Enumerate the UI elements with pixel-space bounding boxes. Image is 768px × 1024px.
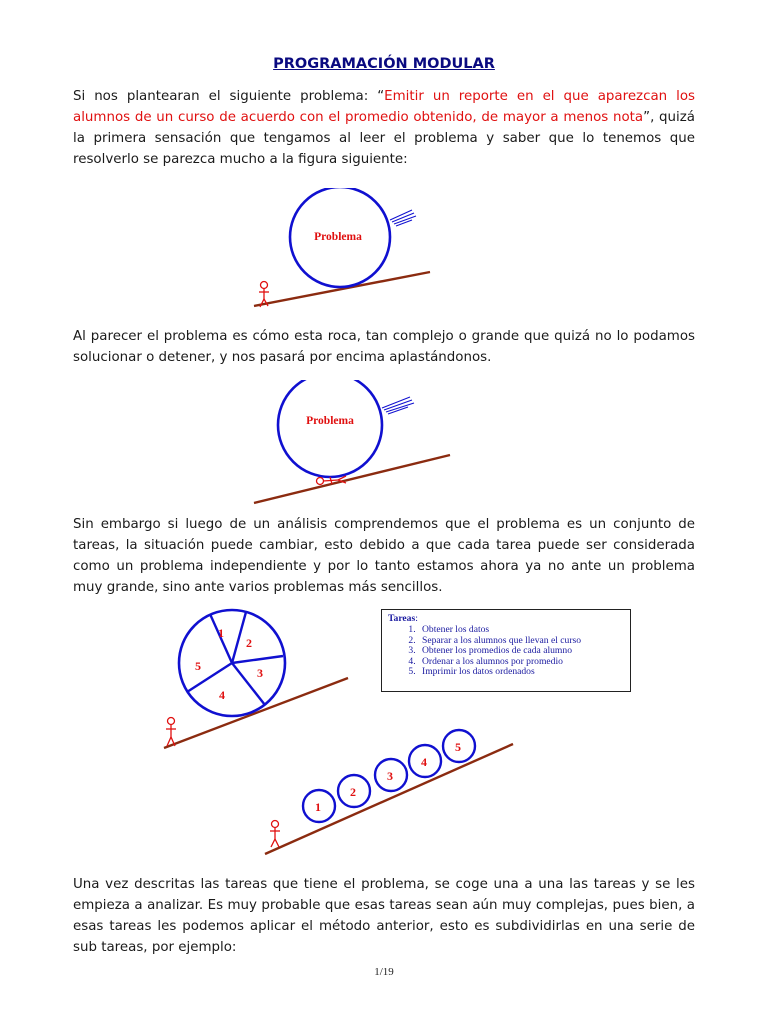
rock-label: Problema bbox=[306, 415, 354, 427]
circle-label: 4 bbox=[421, 755, 427, 769]
tareas-box: Tareas: 1. Obtener los datos 2. Separar a los alumnos que llevan el curso 3. Obtener los promedios de cada alumno 4. Ordenar a los alumnos por promedio 5. Imprimir los datos ordenados bbox=[381, 609, 631, 692]
tarea-item: 1. Obtener los datos bbox=[418, 625, 624, 636]
tarea-item: 4. Ordenar a los alumnos por promedio bbox=[418, 657, 624, 668]
motion-lines bbox=[390, 210, 416, 226]
stick-figure-3 bbox=[166, 718, 176, 747]
segment-label: 2 bbox=[246, 636, 252, 650]
circle-label: 1 bbox=[315, 800, 321, 814]
slope-line bbox=[254, 272, 430, 306]
paragraph-2: Al parecer el problema es cómo esta roca, tan complejo o grande que quizá no lo podamos solucionar o detener, y nos pasará por encima aplastándonos. bbox=[73, 329, 695, 365]
circle-label: 3 bbox=[387, 769, 393, 783]
paragraph-4: Una vez descritas las tareas que tiene el problema, se coge una a una las tareas y se les empieza a analizar. Es muy probable que esas tareas sean aún muy complejas, pues bien, a esas tareas les podemos aplicar el método anterior, esto es subdividirlas en una serie de sub tareas, por ejemplo: bbox=[73, 877, 695, 955]
page-number: 1/19 bbox=[374, 966, 394, 978]
segment-label: 1 bbox=[218, 626, 224, 640]
motion-lines bbox=[382, 397, 414, 414]
rock-label: Problema bbox=[314, 231, 362, 243]
page-title: PROGRAMACIÓN MODULAR bbox=[273, 56, 495, 72]
p1-lead: Si nos plantearan el siguiente problema: “ bbox=[73, 89, 385, 104]
circle-label: 2 bbox=[350, 785, 356, 799]
segment-label: 4 bbox=[219, 688, 225, 702]
tarea-item: 5. Imprimir los datos ordenados bbox=[418, 667, 624, 678]
p1-tail: ”, quizá la primera sensación que tengamos al leer el problema y saber que lo tenemos que resolverlo se parezca mucho a la figura siguiente: bbox=[73, 110, 695, 167]
circle-label: 5 bbox=[455, 740, 461, 754]
segment-label: 5 bbox=[195, 659, 201, 673]
problem-rock bbox=[278, 380, 382, 477]
tareas-heading: Tareas bbox=[388, 613, 416, 624]
stick-figure-4 bbox=[270, 821, 280, 848]
segment-label: 3 bbox=[257, 666, 263, 680]
paragraph-3: Sin embargo si luego de un análisis comprendemos que el problema es un conjunto de tareas, la situación puede cambiar, esto debido a que cada tarea puede ser considerada como un problema independiente y por lo tanto estamos ahora ya no ante un problema muy grande, sino ante varios problemas más sencillos. bbox=[73, 517, 695, 595]
p1-quote: Emitir un reporte en el que aparezcan los alumnos de un curso de acuerdo con el promedio obtenido, de mayor a menos nota bbox=[73, 89, 696, 125]
figure-task-circles bbox=[255, 728, 520, 863]
figure-rock-1 bbox=[240, 188, 440, 318]
tarea-item: 2. Separar a los alumnos que llevan el curso bbox=[418, 636, 624, 647]
slope-line bbox=[265, 744, 513, 854]
figure-rock-2 bbox=[250, 380, 460, 510]
tarea-item: 3. Obtener los promedios de cada alumno bbox=[418, 646, 624, 657]
paragraph-1 bbox=[73, 86, 695, 170]
slope-line bbox=[254, 455, 450, 503]
